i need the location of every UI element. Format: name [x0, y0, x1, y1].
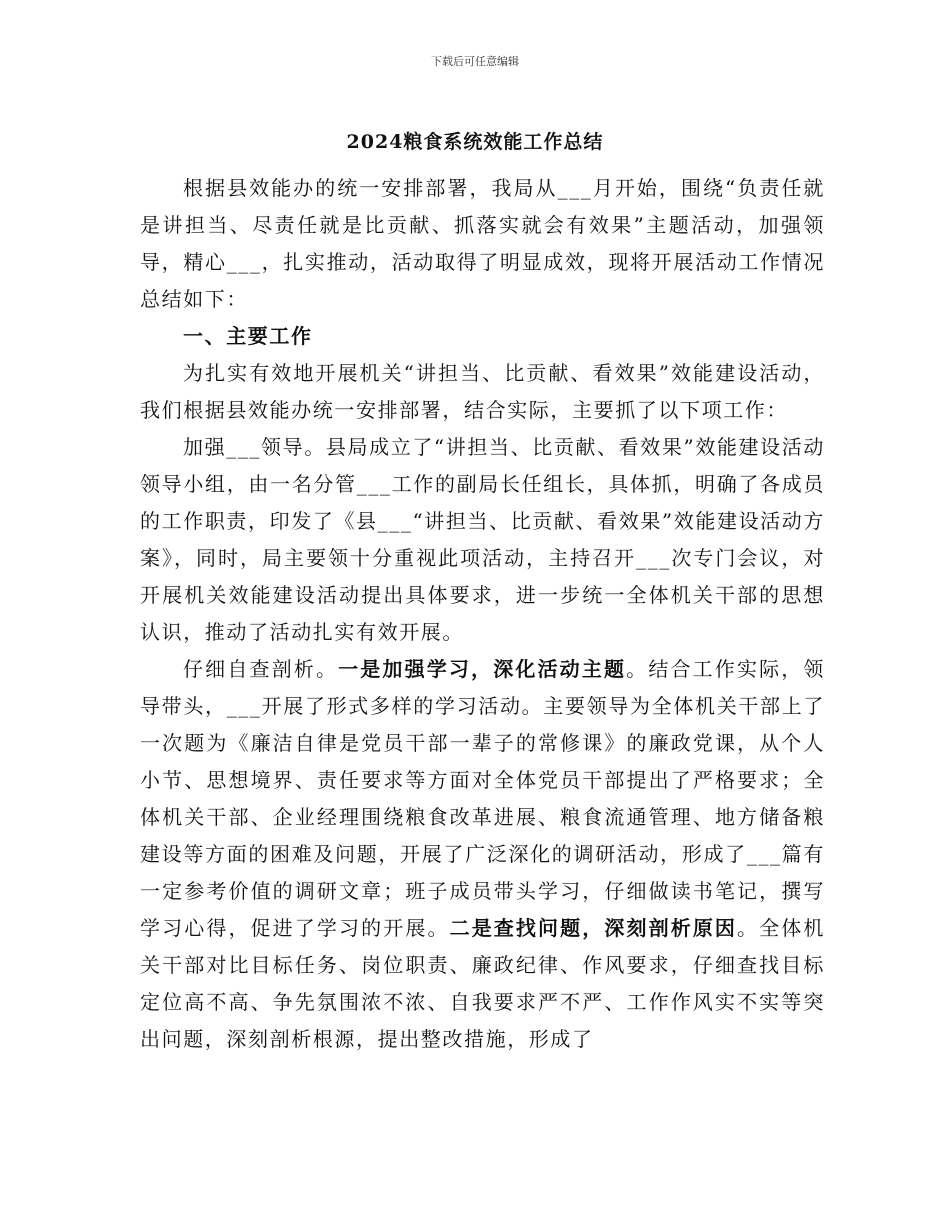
- point-one-heading: 一是加强学习，深化活动主题: [338, 657, 627, 681]
- document-body: [140, 170, 825, 1058]
- section-heading-main-work: 一、主要工作: [183, 324, 313, 348]
- point-two-heading: 二是查找问题，深刻剖析原因: [449, 916, 738, 940]
- point-two-text: 。全体机关干部对比目标任务、岗位职责、廉政纪律、作风要求，仔细查找目标定位高不高、争先氛围浓不浓、自我要求严不严、工作作风实不实等突出问题，深刻剖析根源，提出整改措施，形成了: [140, 916, 825, 1051]
- paragraph-work-overview: 为扎实有效地开展机关“讲担当、比贡献、看效果”效能建设活动，我们根据县效能办统一安排部署，结合实际，主要抓了以下项工作：: [140, 361, 825, 422]
- paragraph-strengthen-leadership: 加强___领导。县局成立了“讲担当、比贡献、看效果”效能建设活动领导小组，由一名分管___工作的副局长任组长，具体抓，明确了各成员的工作职责，印发了《县___“讲担当、比贡献、看效果”效能建设活动方案》，同时，局主要领十分重视此项活动，主持召开___次专门会议，对开展机关效能建设活动提出具体要求，进一步统一全体机关干部的思想认识，推动了活动扎实有效开展。: [140, 435, 825, 644]
- point-one-text: 。结合工作实际，领导带头，___开展了形式多样的学习活动。主要领导为全体机关干部上了一次题为《廉洁自律是党员干部一辈子的常修课》的廉政党课，从个人小节、思想境界、责任要求等方面对全体党员干部提出了严格要求；全体机关干部、企业经理围绕粮食改革进展、粮食流通管理、地方储备粮建设等方面的困难及问题，开展了广泛深化的调研活动，形成了___篇有一定参考价值的调研文章；班子成员带头学习，仔细做读书笔记，撰写学习心得，促进了学习的开展。: [140, 657, 826, 940]
- paragraph-self-inspection: [140, 651, 825, 1058]
- self-inspection-lead: 仔细自查剖析。: [183, 657, 339, 681]
- page-header: 下载后可任意编辑: [431, 55, 519, 68]
- document-title: 2024粮食系统效能工作总结: [346, 131, 604, 153]
- intro-paragraph: 根据县效能办的统一安排部署，我局从___月开始，围绕“负责任就是讲担当、尽责任就是比贡献、抓落实就会有效果”主题活动，加强领导，精心___，扎实推动，活动取得了明显成效，现将开展活动工作情况总结如下：: [140, 176, 825, 311]
